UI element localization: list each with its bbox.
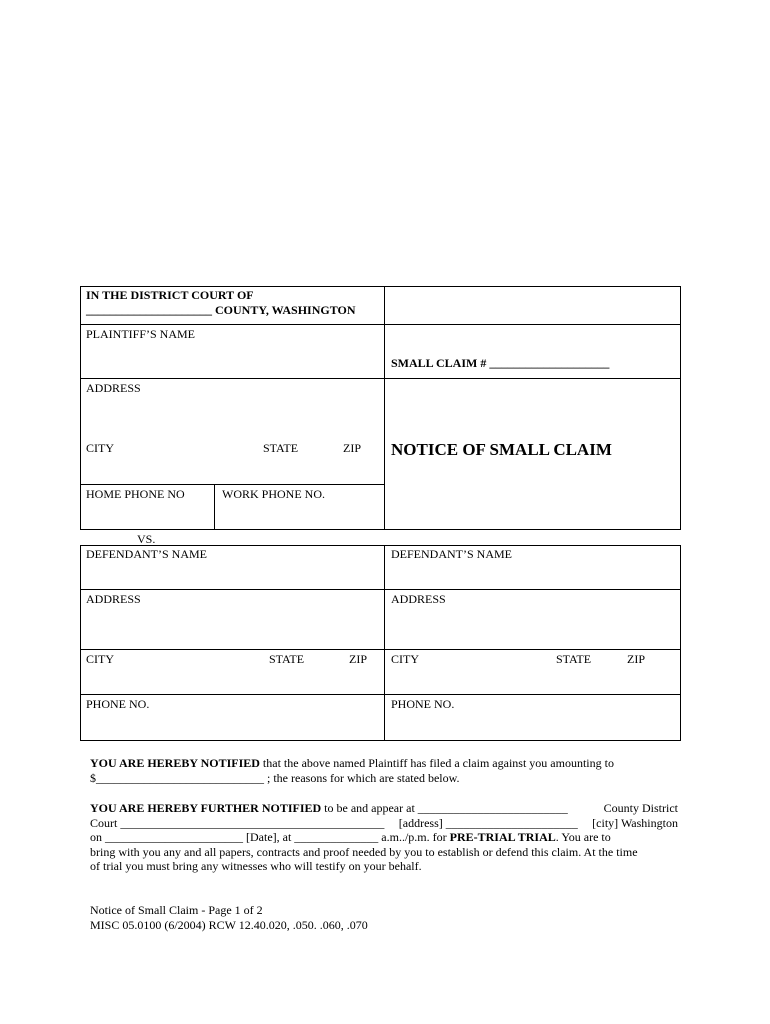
p2-line-4: bring with you any and all papers, contracts and proof needed by you to establish or defend this claim. At the time [90, 844, 638, 859]
p1-bold: YOU ARE HEREBY NOTIFIED [90, 756, 260, 770]
plaintiff-name-label: PLAINTIFF’S NAME [86, 327, 196, 341]
court-line1: IN THE DISTRICT COURT OF [86, 288, 254, 302]
def-line-3 [80, 694, 681, 695]
p2-l1a[interactable]: to be and appear at _________________________ [321, 801, 568, 815]
defendant-left-address-label: ADDRESS [86, 592, 141, 606]
p1-line-2[interactable]: $____________________________ ; the reasons for which are stated below. [90, 770, 460, 785]
defendant-left-name-label: DEFENDANT’S NAME [86, 547, 207, 561]
p2-l2b[interactable]: [address] ______________________ [398, 815, 578, 830]
p2-l3a[interactable]: on _______________________ [Date], at ______________ a.m../p.m. for [90, 830, 450, 845]
defendant-left-city-label: CITY [86, 652, 114, 666]
plaintiff-zip-label: ZIP [343, 441, 361, 455]
small-claim-number[interactable]: SMALL CLAIM # ____________________ [391, 356, 610, 370]
defendant-left-phone-label: PHONE NO. [86, 697, 150, 711]
notice-paragraph-2 [90, 801, 678, 874]
p2-l1b: County District [603, 801, 678, 815]
court-line2 [86, 303, 355, 317]
p1-text: that the above named Plaintiff has filed a claim against you amounting to [259, 756, 614, 770]
defendant-right-address-label: ADDRESS [391, 592, 446, 606]
defendant-right-name-label: DEFENDANT’S NAME [391, 547, 512, 561]
top-table-divider [384, 286, 385, 530]
row-line-3-left [80, 484, 385, 485]
defendant-divider [384, 545, 385, 741]
county-blank[interactable]: _____________________ [86, 303, 212, 317]
notice-paragraph-1 [90, 756, 690, 785]
defendant-left-zip-label: ZIP [349, 652, 367, 666]
p2-line-2 [90, 816, 678, 831]
vs-label: VS. [137, 532, 156, 546]
p2-l2a[interactable]: Court ____________________________________________ [90, 815, 385, 830]
row-line-2-left [80, 378, 385, 379]
p2-bold: YOU ARE HEREBY FURTHER NOTIFIED [90, 801, 322, 815]
phone-divider [214, 484, 215, 530]
defendant-table [80, 545, 681, 741]
plaintiff-address-label: ADDRESS [86, 381, 141, 395]
defendant-left-state-label: STATE [269, 652, 305, 666]
defendant-right-phone-label: PHONE NO. [391, 697, 455, 711]
notice-title: NOTICE OF SMALL CLAIM [391, 440, 612, 459]
county-text: COUNTY, WASHINGTON [212, 303, 356, 317]
plaintiff-state-label: STATE [263, 441, 299, 455]
p2-l3-bold: PRE-TRIAL TRIAL [449, 830, 556, 845]
defendant-right-city-label: CITY [391, 652, 419, 666]
defendant-right-state-label: STATE [556, 652, 592, 666]
p1-line-1 [90, 756, 690, 771]
row-line-2-right [384, 378, 681, 379]
plaintiff-city-label: CITY [86, 441, 114, 455]
work-phone-label: WORK PHONE NO. [222, 487, 325, 501]
home-phone-label: HOME PHONE NO [86, 487, 185, 501]
def-line-2 [80, 649, 681, 650]
p2-l2c: [city] Washington [592, 815, 678, 830]
def-line-1 [80, 589, 681, 590]
p2-line-5: of trial you must bring any witnesses who will testify on your behalf. [90, 859, 422, 874]
p2-l3b: . You are to [555, 830, 611, 845]
defendant-right-zip-label: ZIP [627, 652, 645, 666]
footer-line-1: Notice of Small Claim - Page 1 of 2 [90, 903, 263, 917]
p2-line-1 [90, 801, 678, 816]
footer-line-2: MISC 05.0100 (6/2004) RCW 12.40.020, .050. .060, .070 [90, 918, 368, 932]
row-line-1 [80, 324, 681, 325]
p2-line-3 [90, 830, 678, 845]
